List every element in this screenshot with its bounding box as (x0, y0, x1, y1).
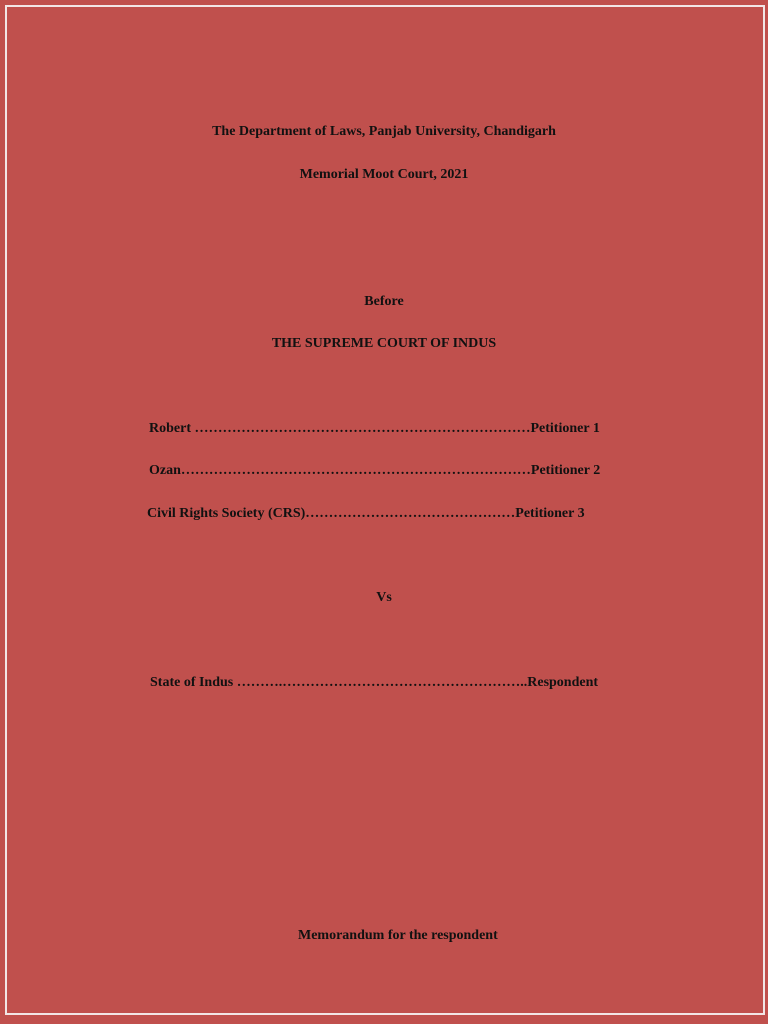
respondent-line: State of Indus ……….……………………………………………..Respondent (150, 675, 599, 690)
court-name: THE SUPREME COURT OF INDUS (271, 336, 497, 351)
memorandum-title: Memorandum for the respondent (298, 928, 498, 943)
department-line: The Department of Laws, Panjab University, Chandigarh (212, 124, 556, 139)
versus-label: Vs (376, 590, 392, 605)
event-line: Memorial Moot Court, 2021 (299, 167, 469, 182)
petitioner-1-line: Robert ………………………………………………………………Petitioner 1 (149, 421, 600, 436)
petitioner-3-line: Civil Rights Society (CRS)………………………………………Petitioner 3 (147, 506, 585, 521)
petitioner-2-line: Ozan…………………………………………………………………Petitioner 2 (149, 463, 601, 478)
before-label: Before (364, 294, 404, 309)
